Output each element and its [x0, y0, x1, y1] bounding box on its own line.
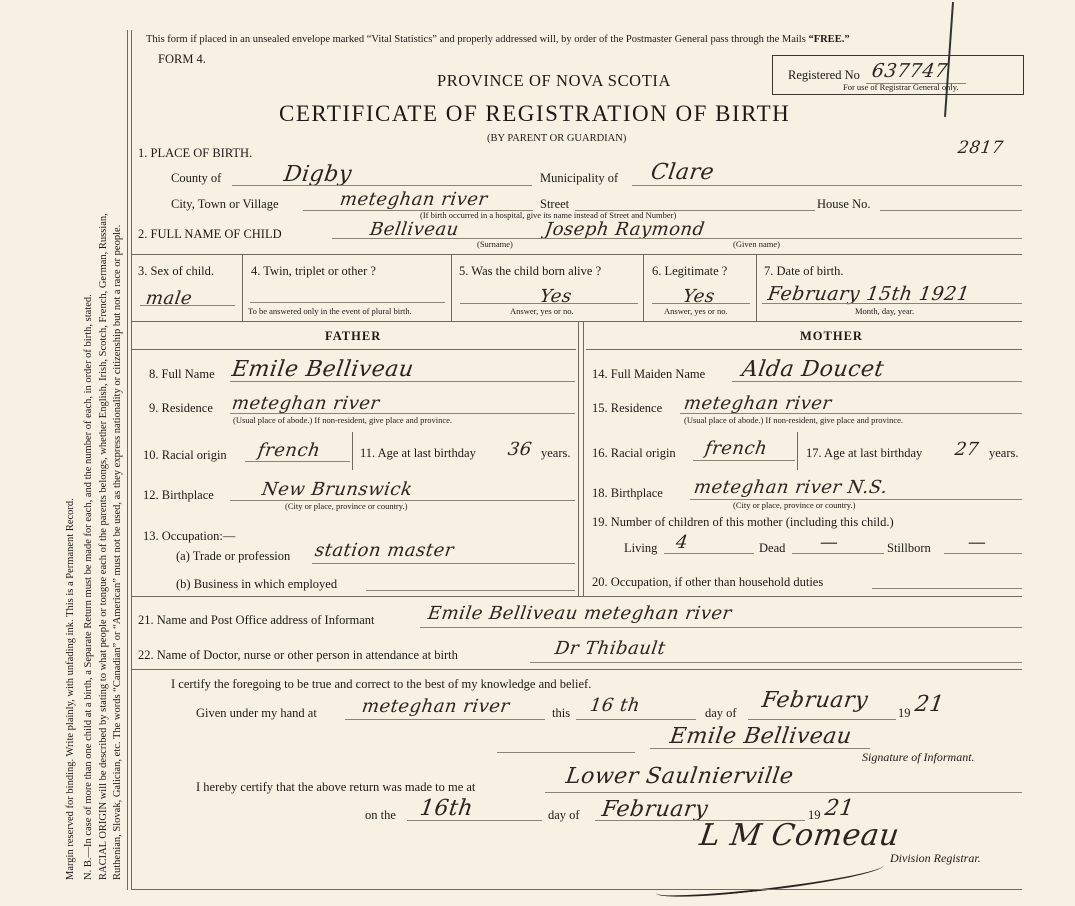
dob-line — [762, 303, 1022, 304]
father-header-rule — [131, 349, 576, 350]
father-birthplace-note: (City or place, province or country.) — [285, 501, 408, 511]
house-line — [880, 210, 1022, 211]
mother-living-value: 4 — [674, 532, 690, 553]
mother-name-value: Alda Doucet — [740, 357, 886, 382]
mother-residence-note: (Usual place of abode.) If non-resident, give place and province. — [684, 415, 904, 425]
father-trade-line — [312, 563, 575, 564]
child-name-label: 2. FULL NAME OF CHILD — [138, 227, 282, 241]
father-name-label: 8. Full Name — [149, 367, 215, 381]
father-residence-note: (Usual place of abode.) If non-resident, give place and province. — [233, 415, 453, 425]
frame-left-line-2 — [131, 30, 132, 890]
row3-bottom-line — [131, 321, 1022, 322]
father-name-value: Emile Belliveau — [230, 357, 416, 382]
given-year-value: 21 — [913, 692, 946, 717]
legit-value: Yes — [681, 286, 717, 307]
municipality-value: Clare — [649, 160, 716, 185]
mother-occupation-label: 20. Occupation, if other than household duties — [592, 575, 824, 589]
municipality-label: Municipality of — [540, 171, 619, 185]
side-note-multiple-births: N. B.—In case of more than one child at a birth, a Separate Return must be made for each, and the number of each, in order of birth, stated. — [83, 294, 94, 880]
city-label: City, Town or Village — [171, 197, 279, 211]
dob-note: Month, day, year. — [855, 306, 915, 316]
father-racial-value: french — [256, 440, 322, 461]
mother-header-rule — [586, 349, 1022, 350]
given-place-value: meteghan river — [360, 696, 512, 717]
mother-living-line — [664, 553, 754, 554]
alive-label: 5. Was the child born alive ? — [459, 264, 602, 278]
short-rule — [497, 752, 635, 753]
mother-birthplace-label: 18. Birthplace — [592, 486, 663, 500]
mother-stillborn-label: Stillborn — [887, 541, 931, 555]
mother-children-label: 19. Number of children of this mother (including this child.) — [592, 515, 894, 529]
row3-div-1 — [242, 254, 243, 321]
registrar-month-value: February — [600, 797, 710, 822]
side-note-racial-origin-2: Ruthenian, Slovak, Galician, etc. The words “Canadian” or “American” must not be used, as they express nationality or citizenship but not a race or people. — [112, 224, 123, 880]
legit-label: 6. Legitimate ? — [652, 264, 728, 278]
day-of-label: day of — [705, 706, 737, 720]
mother-age-value: 27 — [953, 439, 981, 460]
alive-note: Answer, yes or no. — [510, 306, 574, 316]
informant-value: Emile Belliveau meteghan river — [426, 603, 734, 624]
child-given-value: Joseph Raymond — [543, 219, 707, 240]
doctor-label: 22. Name of Doctor, nurse or other person in attendance at birth — [138, 648, 458, 662]
registrar-statement: I hereby certify that the above return was made to me at — [196, 780, 476, 794]
registered-number: 637747 — [870, 60, 950, 82]
certificate-title: CERTIFICATE OF REGISTRATION OF BIRTH — [279, 101, 791, 126]
dob-label: 7. Date of birth. — [764, 264, 844, 278]
father-residence-line — [230, 413, 575, 414]
frame-left-line — [127, 30, 128, 890]
father-age-label: 11. Age at last birthday — [360, 446, 476, 460]
province-heading: PROVINCE OF NOVA SCOTIA — [437, 71, 671, 90]
mother-header: MOTHER — [800, 329, 863, 343]
certify-statement: I certify the foregoing to be true and correct to the best of my knowledge and belief. — [171, 677, 592, 691]
informant-signature-caption: Signature of Informant. — [862, 750, 975, 764]
given-day-value: 16 th — [588, 695, 642, 716]
side-note-binding: Margin reserved for binding. Write plainly, with unfading ink. This is a Permanent Record. — [65, 498, 76, 880]
given-place-line — [345, 719, 545, 720]
twin-line — [250, 302, 445, 303]
mother-racial-label: 16. Racial origin — [592, 446, 676, 460]
father-racial-label: 10. Racial origin — [143, 448, 227, 462]
row3-div-2 — [451, 254, 452, 321]
row3-top-line — [131, 254, 1022, 255]
registrar-caption: Division Registrar. — [890, 851, 981, 865]
mother-dead-line — [792, 553, 884, 554]
street-label: Street — [540, 197, 570, 211]
registrar-note: For use of Registrar General only. — [843, 82, 959, 92]
on-the-label: on the — [365, 808, 396, 822]
father-business-label: (b) Business in which employed — [176, 577, 338, 591]
mother-stillborn-line — [944, 553, 1022, 554]
father-residence-value: meteghan river — [230, 393, 382, 414]
informant-label: 21. Name and Post Office address of Informant — [138, 613, 375, 627]
mother-age-divider — [797, 432, 798, 470]
father-age-value: 36 — [506, 439, 534, 460]
county-line — [232, 185, 532, 186]
twin-note: To be answered only in the event of plural birth. — [248, 306, 412, 316]
registrar-signature: L M Comeau — [697, 818, 902, 853]
given-month-line — [748, 719, 896, 720]
frame-bottom-line — [131, 889, 1022, 890]
given-day-line — [576, 719, 696, 720]
father-name-line — [230, 381, 575, 382]
mother-residence-line — [680, 413, 1022, 414]
informant-signature-line — [650, 748, 870, 749]
father-trade-label: (a) Trade or profession — [176, 549, 291, 563]
signature-flourish — [654, 856, 885, 902]
given-month-value: February — [760, 688, 870, 713]
mother-living-label: Living — [624, 541, 658, 555]
corner-mark: 2817 — [956, 138, 1005, 158]
father-occupation-label: 13. Occupation:— — [143, 529, 236, 543]
mother-name-label: 14. Full Maiden Name — [592, 367, 706, 381]
given-year-prefix: 19 — [898, 706, 911, 720]
legit-note: Answer, yes or no. — [664, 306, 728, 316]
registrar-year-prefix: 19 — [808, 808, 821, 822]
father-residence-label: 9. Residence — [149, 401, 213, 415]
mother-stillborn-value: — — [966, 532, 988, 553]
city-value: meteghan river — [338, 189, 490, 210]
row3-div-4 — [756, 254, 757, 321]
row3-div-3 — [643, 254, 644, 321]
this-label: this — [552, 706, 571, 720]
mother-residence-value: meteghan river — [682, 393, 834, 414]
mother-age-years: years. — [989, 446, 1019, 460]
father-business-line — [366, 590, 575, 591]
mother-racial-line — [693, 460, 795, 461]
registrar-year-value: 21 — [823, 796, 856, 821]
registrar-day-of-label: day of — [548, 808, 580, 822]
registrar-day-line — [407, 820, 542, 821]
mother-birthplace-value: meteghan river N.S. — [692, 477, 889, 498]
registrar-place-line — [545, 792, 1022, 793]
mother-racial-value: french — [703, 438, 769, 459]
sex-label: 3. Sex of child. — [138, 264, 215, 278]
father-header: FATHER — [325, 329, 382, 343]
child-surname-value: Belliveau — [368, 219, 461, 240]
certify-top-line — [131, 669, 1022, 670]
sex-line — [140, 305, 235, 306]
mother-residence-label: 15. Residence — [592, 401, 663, 415]
certificate-subtitle: (BY PARENT OR GUARDIAN) — [487, 133, 627, 144]
father-age-years: years. — [541, 446, 571, 460]
postal-notice: This form if placed in an unsealed envelope marked “Vital Statistics” and properly addressed will, by order of the Postmaster General pass through the Mails “FREE.” — [146, 34, 850, 45]
given-caption: (Given name) — [733, 239, 780, 249]
doctor-line — [530, 662, 1022, 663]
registrar-place-value: Lower Saulnierville — [564, 764, 796, 789]
alive-line — [460, 303, 638, 304]
hospital-note: (If birth occurred in a hospital, give its name instead of Street and Number) — [420, 210, 677, 220]
mother-birthplace-note: (City or place, province or country.) — [733, 500, 856, 510]
parents-center-line-2 — [583, 321, 584, 596]
sex-value: male — [144, 288, 194, 309]
dob-value: February 15th 1921 — [766, 283, 972, 305]
registrar-day-value: 16th — [418, 796, 475, 821]
county-value: Digby — [282, 162, 354, 187]
father-trade-value: station master — [313, 540, 456, 561]
alive-value: Yes — [538, 286, 574, 307]
form-number: FORM 4. — [158, 52, 206, 66]
mother-name-line — [732, 381, 1022, 382]
county-label: County of — [171, 171, 222, 185]
municipality-line — [632, 185, 1022, 186]
given-label: Given under my hand at — [196, 706, 317, 720]
mother-age-label: 17. Age at last birthday — [806, 446, 923, 460]
doctor-value: Dr Thibault — [553, 638, 667, 659]
house-label: House No. — [817, 197, 871, 211]
informant-signature: Emile Belliveau — [668, 724, 854, 749]
registered-label: Registered No — [788, 68, 860, 82]
informant-line — [420, 627, 1022, 628]
twin-label: 4. Twin, triplet or other ? — [251, 264, 376, 278]
mother-dead-value: — — [818, 532, 840, 553]
parents-center-line — [578, 321, 579, 596]
father-birthplace-value: New Brunswick — [260, 479, 414, 500]
father-birthplace-label: 12. Birthplace — [143, 488, 214, 502]
mother-dead-label: Dead — [759, 541, 786, 555]
parents-bottom-line — [131, 596, 1022, 597]
side-note-racial-origin-1: RACIAL ORIGIN will be described by stating to what people or tongue each of the parents belongs, whether English, Irish, Scotch, French, German, Russian, — [98, 213, 109, 880]
father-racial-line — [245, 461, 350, 462]
place-of-birth-label: 1. PLACE OF BIRTH. — [138, 146, 253, 160]
surname-caption: (Surname) — [477, 239, 513, 249]
legit-line — [652, 303, 750, 304]
father-age-divider — [352, 432, 353, 470]
mother-occupation-line — [872, 588, 1022, 589]
child-name-line — [332, 238, 1022, 239]
